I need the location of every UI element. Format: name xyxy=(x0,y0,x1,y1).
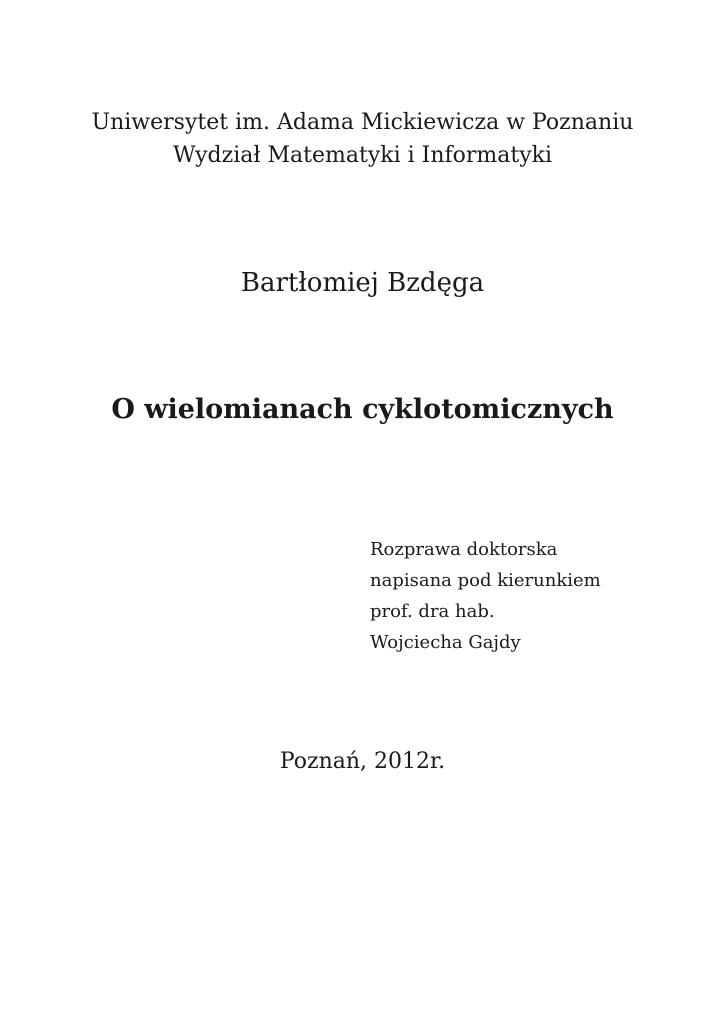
place-and-year: Poznań, 2012r. xyxy=(279,749,446,774)
thesis-type-line: Rozprawa doktorska xyxy=(370,539,558,560)
supervisor-name-line: Wojciecha Gajdy xyxy=(370,632,521,653)
supervisor-block xyxy=(370,534,601,658)
supervisor-degree-line: prof. dra hab. xyxy=(370,601,495,622)
faculty-name: Wydział Matematyki i Informatyki xyxy=(172,143,553,168)
supervision-line: napisana pod kierunkiem xyxy=(370,570,601,591)
author-name: Bartłomiej Bzdęga xyxy=(240,268,485,298)
thesis-title: O wielomianach cyklotomicznych xyxy=(111,394,614,425)
university-name: Uniwersytet im. Adama Mickiewicza w Poznaniu xyxy=(91,110,634,135)
